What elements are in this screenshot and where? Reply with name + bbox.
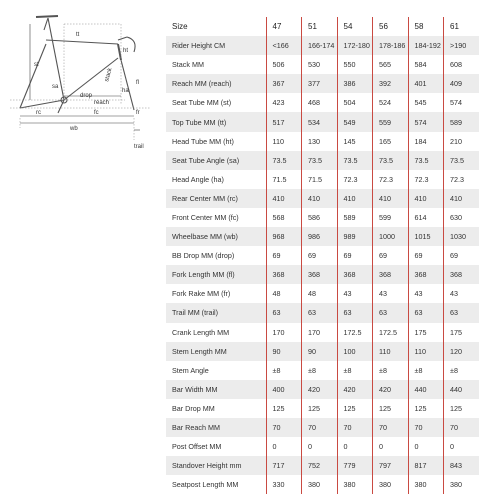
head-tube (118, 44, 121, 60)
table-cell: 440 (444, 380, 479, 399)
table-cell: 599 (373, 208, 409, 227)
table-cell: 72.3 (373, 170, 409, 189)
table-cell: 549 (337, 112, 373, 131)
table-row (166, 151, 479, 170)
label-sa: sa (52, 84, 59, 90)
row-label: BB Drop MM (drop) (166, 246, 266, 265)
table-cell: 69 (337, 246, 373, 265)
table-cell: 779 (337, 456, 373, 475)
table-cell: 166-174 (302, 36, 338, 55)
table-cell: 165 (373, 132, 409, 151)
table-cell: 184-192 (408, 36, 444, 55)
table-cell: 440 (408, 380, 444, 399)
table-cell: 125 (337, 399, 373, 418)
label-fr: fr (136, 110, 140, 116)
table-cell: 125 (302, 399, 338, 418)
table-cell: 63 (337, 303, 373, 322)
table-row (166, 246, 479, 265)
table-cell: 69 (302, 246, 338, 265)
row-label: Stem Length MM (166, 342, 266, 361)
table-cell: 574 (444, 93, 479, 112)
row-label: Bar Reach MM (166, 418, 266, 437)
table-cell: 110 (266, 132, 302, 151)
row-label: Top Tube MM (tt) (166, 112, 266, 131)
chain-stay (20, 100, 64, 108)
table-cell: 172.5 (337, 323, 373, 342)
table-cell: 63 (408, 303, 444, 322)
table-cell: 1000 (373, 227, 409, 246)
table-cell: 43 (373, 284, 409, 303)
table-cell: 72.3 (408, 170, 444, 189)
row-label: Stem Angle (166, 361, 266, 380)
label-ht: ht (123, 48, 128, 54)
top-tube (46, 40, 118, 44)
table-cell: 550 (337, 55, 373, 74)
header-size-label: Size (166, 17, 266, 36)
table-cell: 368 (408, 265, 444, 284)
table-cell: 69 (444, 246, 479, 265)
table-cell: 380 (337, 475, 373, 494)
table-cell: 409 (444, 74, 479, 93)
table-cell: 0 (373, 437, 409, 456)
table-cell: 410 (337, 189, 373, 208)
table-cell: 586 (302, 208, 338, 227)
table-cell: 524 (373, 93, 409, 112)
label-rc: rc (36, 110, 41, 116)
row-label: Seat Tube MM (st) (166, 93, 266, 112)
handlebar (127, 37, 135, 52)
table-cell: 380 (373, 475, 409, 494)
table-cell: 72.3 (444, 170, 479, 189)
table-cell: 559 (373, 112, 409, 131)
table-row (166, 93, 479, 112)
label-fl: fl (136, 80, 139, 86)
table-cell: 368 (302, 265, 338, 284)
table-cell: 420 (302, 380, 338, 399)
table-row (166, 475, 479, 494)
table-row (166, 456, 479, 475)
crank-arm (58, 100, 64, 113)
table-row (166, 361, 479, 380)
table-cell: 630 (444, 208, 479, 227)
table-cell: 172.5 (373, 323, 409, 342)
table-cell: 584 (408, 55, 444, 74)
table-row (166, 265, 479, 284)
table-cell: 90 (266, 342, 302, 361)
table-cell: 468 (302, 93, 338, 112)
table-cell: 0 (444, 437, 479, 456)
row-label: Front Center MM (fc) (166, 208, 266, 227)
table-cell: 73.5 (337, 151, 373, 170)
table-cell: 986 (302, 227, 338, 246)
row-label: Seat Tube Angle (sa) (166, 151, 266, 170)
table-cell: 1030 (444, 227, 479, 246)
table-cell: 210 (444, 132, 479, 151)
table-cell: 565 (373, 55, 409, 74)
label-reach: reach (94, 100, 109, 106)
table-cell: ±8 (373, 361, 409, 380)
table-cell: 968 (266, 227, 302, 246)
table-cell: 48 (266, 284, 302, 303)
table-cell: 1015 (408, 227, 444, 246)
table-cell: 63 (444, 303, 479, 322)
table-row (166, 284, 479, 303)
row-label: Fork Rake MM (fr) (166, 284, 266, 303)
table-row (166, 189, 479, 208)
table-header-row (166, 17, 479, 36)
table-cell: ±8 (444, 361, 479, 380)
table-cell: 380 (444, 475, 479, 494)
fork (121, 60, 134, 110)
table-cell: 392 (373, 74, 409, 93)
table-cell: 574 (408, 112, 444, 131)
table-row (166, 227, 479, 246)
table-cell: 989 (337, 227, 373, 246)
table-cell: 568 (266, 208, 302, 227)
table-cell: 614 (408, 208, 444, 227)
table-cell: 0 (266, 437, 302, 456)
row-label: Rear Center MM (rc) (166, 189, 266, 208)
label-tt: tt (76, 32, 80, 38)
table-cell: 125 (266, 399, 302, 418)
table-cell: 71.5 (302, 170, 338, 189)
table-cell: 368 (337, 265, 373, 284)
table-cell: 125 (373, 399, 409, 418)
table-cell: 545 (408, 93, 444, 112)
table-cell: 69 (266, 246, 302, 265)
header-size-51: 51 (302, 17, 338, 36)
geometry-table (166, 17, 479, 494)
table-cell: 170 (302, 323, 338, 342)
table-cell: 410 (373, 189, 409, 208)
row-label: Reach MM (reach) (166, 74, 266, 93)
table-cell: 717 (266, 456, 302, 475)
table-cell: 386 (337, 74, 373, 93)
table-cell: 172-180 (337, 36, 373, 55)
table-cell: 410 (444, 189, 479, 208)
table-cell: 178-186 (373, 36, 409, 55)
table-cell: 71.5 (266, 170, 302, 189)
table-cell: 0 (302, 437, 338, 456)
table-cell: 330 (266, 475, 302, 494)
table-cell: 530 (302, 55, 338, 74)
row-label: Seatpost Length MM (166, 475, 266, 494)
table-cell: 110 (373, 342, 409, 361)
seat-stay (20, 44, 46, 108)
label-fc: fc (94, 110, 99, 116)
table-cell: 110 (408, 342, 444, 361)
table-cell: 423 (266, 93, 302, 112)
table-cell: ±8 (337, 361, 373, 380)
table-cell: 380 (408, 475, 444, 494)
table-cell: 843 (444, 456, 479, 475)
row-label: Wheelbase MM (wb) (166, 227, 266, 246)
header-size-47: 47 (266, 17, 302, 36)
table-cell: 70 (373, 418, 409, 437)
label-drop: drop (80, 93, 93, 99)
table-cell: 175 (444, 323, 479, 342)
table-row (166, 36, 479, 55)
table-row (166, 170, 479, 189)
table-row (166, 323, 479, 342)
table-cell: 368 (373, 265, 409, 284)
row-label: Crank Length MM (166, 323, 266, 342)
table-cell: 70 (302, 418, 338, 437)
label-wb: wb (69, 126, 78, 132)
table-cell: 63 (302, 303, 338, 322)
table-cell: 752 (302, 456, 338, 475)
table-cell: 125 (444, 399, 479, 418)
table-cell: 184 (408, 132, 444, 151)
table-row (166, 380, 479, 399)
table-cell: 73.5 (408, 151, 444, 170)
table-body (166, 36, 479, 494)
row-label: Rider Height CM (166, 36, 266, 55)
table-cell: 63 (373, 303, 409, 322)
table-cell: 70 (337, 418, 373, 437)
row-label: Post Offset MM (166, 437, 266, 456)
table-cell: 420 (337, 380, 373, 399)
table-cell: 170 (266, 323, 302, 342)
table-row (166, 208, 479, 227)
table-cell: 380 (302, 475, 338, 494)
table-cell: 420 (373, 380, 409, 399)
table-cell: 175 (408, 323, 444, 342)
table-row (166, 74, 479, 93)
table-cell: 504 (337, 93, 373, 112)
row-label: Head Angle (ha) (166, 170, 266, 189)
label-ha: ha (122, 88, 129, 94)
label-st: st (34, 62, 39, 68)
table-cell: ±8 (408, 361, 444, 380)
stem (118, 37, 127, 40)
table-cell: 43 (337, 284, 373, 303)
table-cell: <166 (266, 36, 302, 55)
header-size-61: 61 (444, 17, 479, 36)
table-row (166, 303, 479, 322)
table-cell: 120 (444, 342, 479, 361)
header-size-54: 54 (337, 17, 373, 36)
table-cell: 589 (337, 208, 373, 227)
table-cell: 63 (266, 303, 302, 322)
table-row (166, 132, 479, 151)
table-row (166, 418, 479, 437)
table-cell: >190 (444, 36, 479, 55)
table-cell: 410 (266, 189, 302, 208)
table-cell: 130 (302, 132, 338, 151)
saddle (36, 16, 58, 17)
table-cell: 817 (408, 456, 444, 475)
row-label: Bar Width MM (166, 380, 266, 399)
table-cell: 410 (408, 189, 444, 208)
bike-geometry-diagram (0, 0, 160, 160)
table-cell: 797 (373, 456, 409, 475)
table-row (166, 437, 479, 456)
header-size-58: 58 (408, 17, 444, 36)
table-cell: 506 (266, 55, 302, 74)
table-row (166, 399, 479, 418)
table-cell: 0 (408, 437, 444, 456)
table-cell: 90 (302, 342, 338, 361)
geometry-table-container (166, 17, 479, 494)
table-row (166, 342, 479, 361)
table-cell: 48 (302, 284, 338, 303)
table-cell: 100 (337, 342, 373, 361)
table-cell: 400 (266, 380, 302, 399)
table-cell: 0 (337, 437, 373, 456)
table-cell: 368 (266, 265, 302, 284)
table-cell: 410 (302, 189, 338, 208)
label-trail: trail (134, 144, 144, 150)
table-cell: 69 (408, 246, 444, 265)
row-label: Standover Height mm (166, 456, 266, 475)
table-cell: 69 (373, 246, 409, 265)
label-stack: stack (104, 66, 114, 82)
table-row (166, 55, 479, 74)
row-label: Fork Length MM (fl) (166, 265, 266, 284)
table-cell: 125 (408, 399, 444, 418)
table-cell: 70 (408, 418, 444, 437)
table-cell: 534 (302, 112, 338, 131)
table-cell: 377 (302, 74, 338, 93)
header-size-56: 56 (373, 17, 409, 36)
table-cell: 367 (266, 74, 302, 93)
row-label: Stack MM (166, 55, 266, 74)
table-cell: 73.5 (302, 151, 338, 170)
table-cell: ±8 (266, 361, 302, 380)
table-cell: 145 (337, 132, 373, 151)
row-label: Trail MM (trail) (166, 303, 266, 322)
table-cell: ±8 (302, 361, 338, 380)
row-label: Head Tube MM (ht) (166, 132, 266, 151)
table-cell: 43 (444, 284, 479, 303)
table-cell: 72.3 (337, 170, 373, 189)
seat-post (44, 18, 48, 30)
table-cell: 517 (266, 112, 302, 131)
table-cell: 70 (444, 418, 479, 437)
table-cell: 43 (408, 284, 444, 303)
table-cell: 73.5 (444, 151, 479, 170)
table-cell: 401 (408, 74, 444, 93)
table-cell: 608 (444, 55, 479, 74)
table-cell: 73.5 (373, 151, 409, 170)
table-cell: 368 (444, 265, 479, 284)
table-cell: 589 (444, 112, 479, 131)
table-cell: 73.5 (266, 151, 302, 170)
table-row (166, 112, 479, 131)
row-label: Bar Drop MM (166, 399, 266, 418)
table-cell: 70 (266, 418, 302, 437)
